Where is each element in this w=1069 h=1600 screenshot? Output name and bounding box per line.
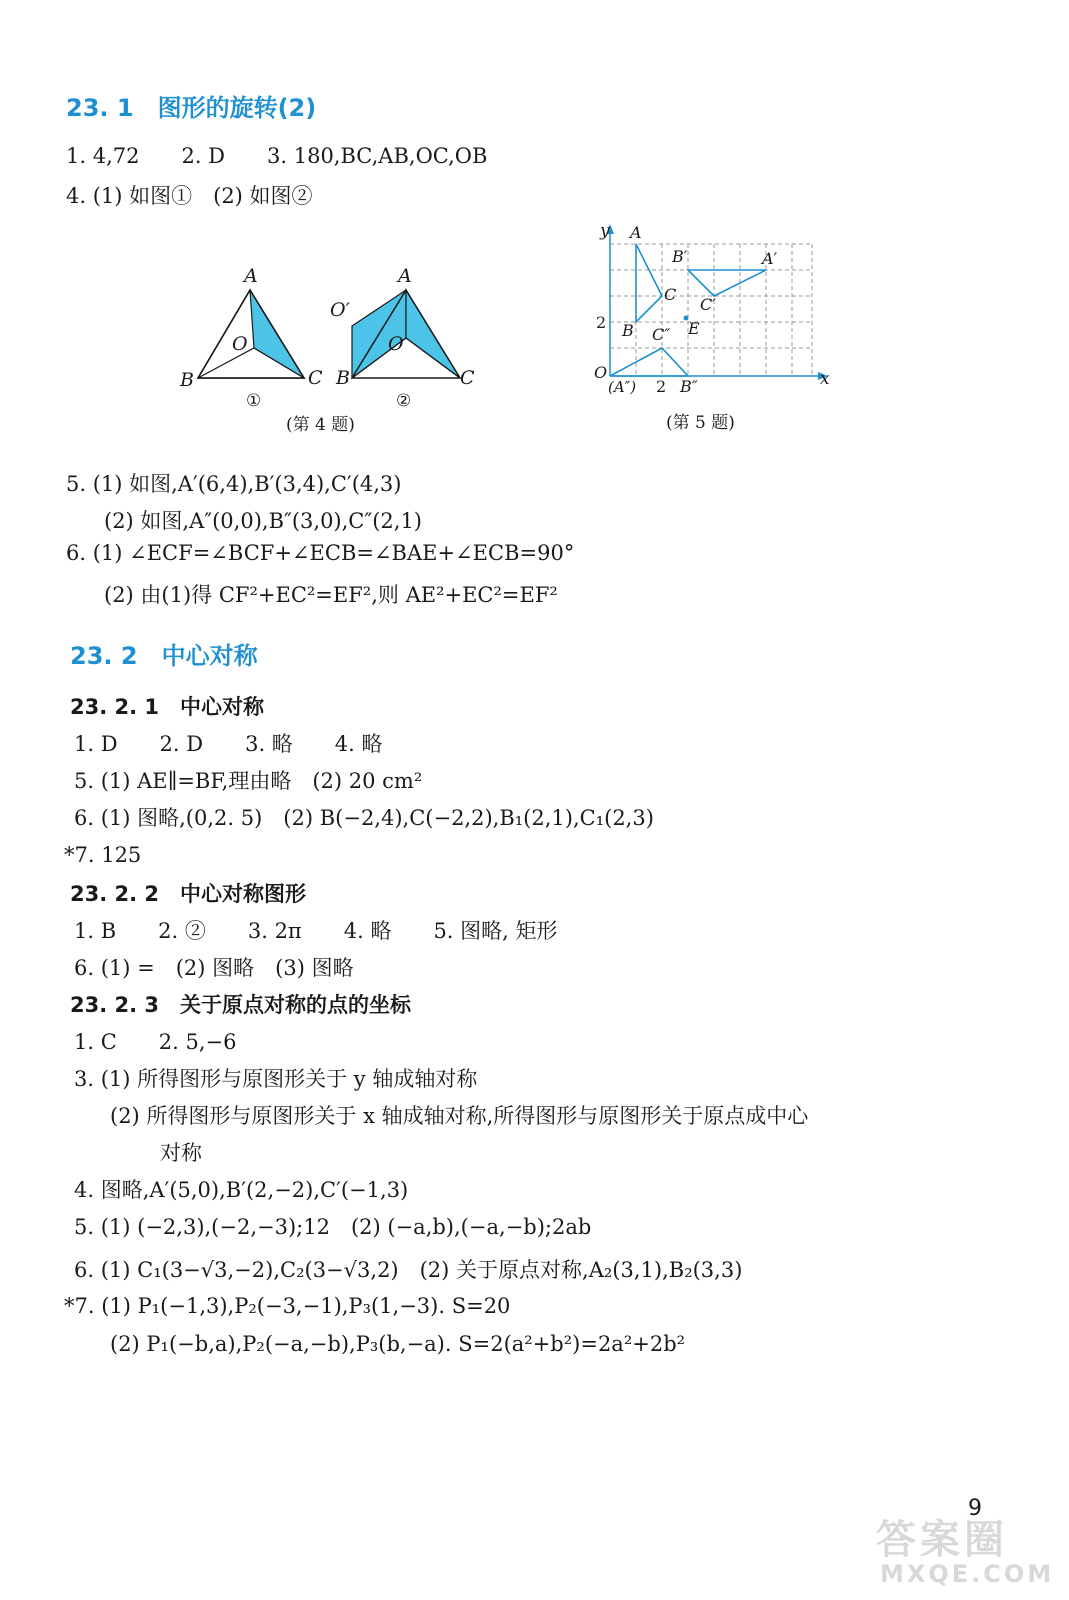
fig5-label-B-prime: B′ xyxy=(672,247,688,266)
fig4-label-O2: O xyxy=(388,333,404,355)
section-title-23-1: 23. 1 图形的旋转(2) xyxy=(66,94,317,122)
fig4-label-A2: A xyxy=(398,265,412,287)
watermark-logo: 答案圈 xyxy=(876,1517,1008,1563)
fig4-label-C2: C xyxy=(460,367,475,389)
answer-line: 5. (1) AE∥=BF,理由略 (2) 20 cm² xyxy=(74,769,423,793)
answer-line: *7. 125 xyxy=(64,843,142,867)
figure-5 xyxy=(588,218,848,438)
fig5-label-2-x: 2 xyxy=(656,377,667,396)
answer-line: 6. (1) C₁(3−√3,−2),C₂(3−√3,2) (2) 关于原点对称,A₂(3,1),B₂(3,3) xyxy=(74,1258,743,1282)
answer-line: 1. C 2. 5,−6 xyxy=(74,1030,237,1054)
answer-line: 1. B 2. ② 3. 2π 4. 略 5. 图略, 矩形 xyxy=(74,919,558,943)
answer-line: 3. (1) 所得图形与原图形关于 y 轴成轴对称 xyxy=(74,1067,478,1091)
answer-line: *7. (1) P₁(−1,3),P₂(−3,−1),P₃(1,−3). S=20 xyxy=(64,1294,511,1318)
subsection-title: 23. 2. 3 关于原点对称的点的坐标 xyxy=(70,993,412,1017)
answer-line: 6. (1) 图略,(0,2. 5) (2) B(−2,4),C(−2,2),B₁(2,1),C₁(2,3) xyxy=(74,806,654,830)
subsection-title: 23. 2. 2 中心对称图形 xyxy=(70,882,307,906)
answer-line: 6. (1) = (2) 图略 (3) 图略 xyxy=(74,956,354,980)
fig5-label-B: B xyxy=(622,321,634,340)
fig4-label-B2: B xyxy=(336,367,350,389)
fig5-caption: (第 5 题) xyxy=(666,413,735,433)
fig4-label-O: O xyxy=(232,333,248,355)
answer-line: (2) P₁(−b,a),P₂(−a,−b),P₃(b,−a). S=2(a²+b²)=2a²+2b² xyxy=(110,1332,686,1356)
fig4-label-C: C xyxy=(308,367,323,389)
answer-line: 6. (1) ∠ECF=∠BCF+∠ECB=∠BAE+∠ECB=90° xyxy=(66,541,575,565)
fig5-label-C: C xyxy=(664,285,677,304)
answer-line: (2) 所得图形与原图形关于 x 轴成轴对称,所得图形与原图形关于原点成中心 xyxy=(110,1104,809,1128)
answer-line: 5. (1) (−2,3),(−2,−3);12 (2) (−a,b),(−a,−b);2ab xyxy=(74,1215,592,1239)
answer-line: 1. D 2. D 3. 略 4. 略 xyxy=(74,732,383,756)
fig5-label-y: y xyxy=(600,221,610,241)
fig5-label-C-dbl: C″ xyxy=(652,325,671,344)
fig5-label-A-prime: A′ xyxy=(762,249,778,268)
fig5-label-E: E xyxy=(688,319,700,338)
page-number: 9 xyxy=(968,1496,982,1521)
fig5-label-2-y: 2 xyxy=(596,313,607,332)
answer-line: 1. 4,72 2. D 3. 180,BC,AB,OC,OB xyxy=(66,144,488,168)
section-title-23-2: 23. 2 中心对称 xyxy=(70,642,258,670)
fig4-circle-1: ① xyxy=(246,391,262,411)
figure-4 xyxy=(170,258,490,438)
fig5-label-A-dbl: (A″) xyxy=(608,378,637,396)
watermark-url: MXQE.COM xyxy=(880,1560,1055,1588)
fig4-label-B: B xyxy=(180,369,194,391)
fig5-label-x: x xyxy=(820,369,830,389)
fig4-label-O-prime: O′ xyxy=(330,299,350,321)
fig4-caption: (第 4 题) xyxy=(286,415,355,435)
answer-line: (2) 如图,A″(0,0),B″(3,0),C″(2,1) xyxy=(104,509,422,533)
answer-line: 5. (1) 如图,A′(6,4),B′(3,4),C′(4,3) xyxy=(66,472,402,496)
answer-line: 4. 图略,A′(5,0),B′(2,−2),C′(−1,3) xyxy=(74,1178,409,1202)
fig4-circle-2: ② xyxy=(396,391,412,411)
subsection-title: 23. 2. 1 中心对称 xyxy=(70,695,265,719)
fig5-label-C-prime: C′ xyxy=(700,295,716,314)
fig5-label-B-dbl: B″ xyxy=(680,377,698,396)
fig5-label-O: O xyxy=(594,363,608,382)
answer-line: (2) 由(1)得 CF²+EC²=EF²,则 AE²+EC²=EF² xyxy=(104,583,558,607)
fig4-label-A: A xyxy=(244,265,258,287)
answer-line: 对称 xyxy=(160,1141,202,1165)
fig5-label-A: A xyxy=(630,223,642,242)
answer-line: 4. (1) 如图① (2) 如图② xyxy=(66,184,313,208)
